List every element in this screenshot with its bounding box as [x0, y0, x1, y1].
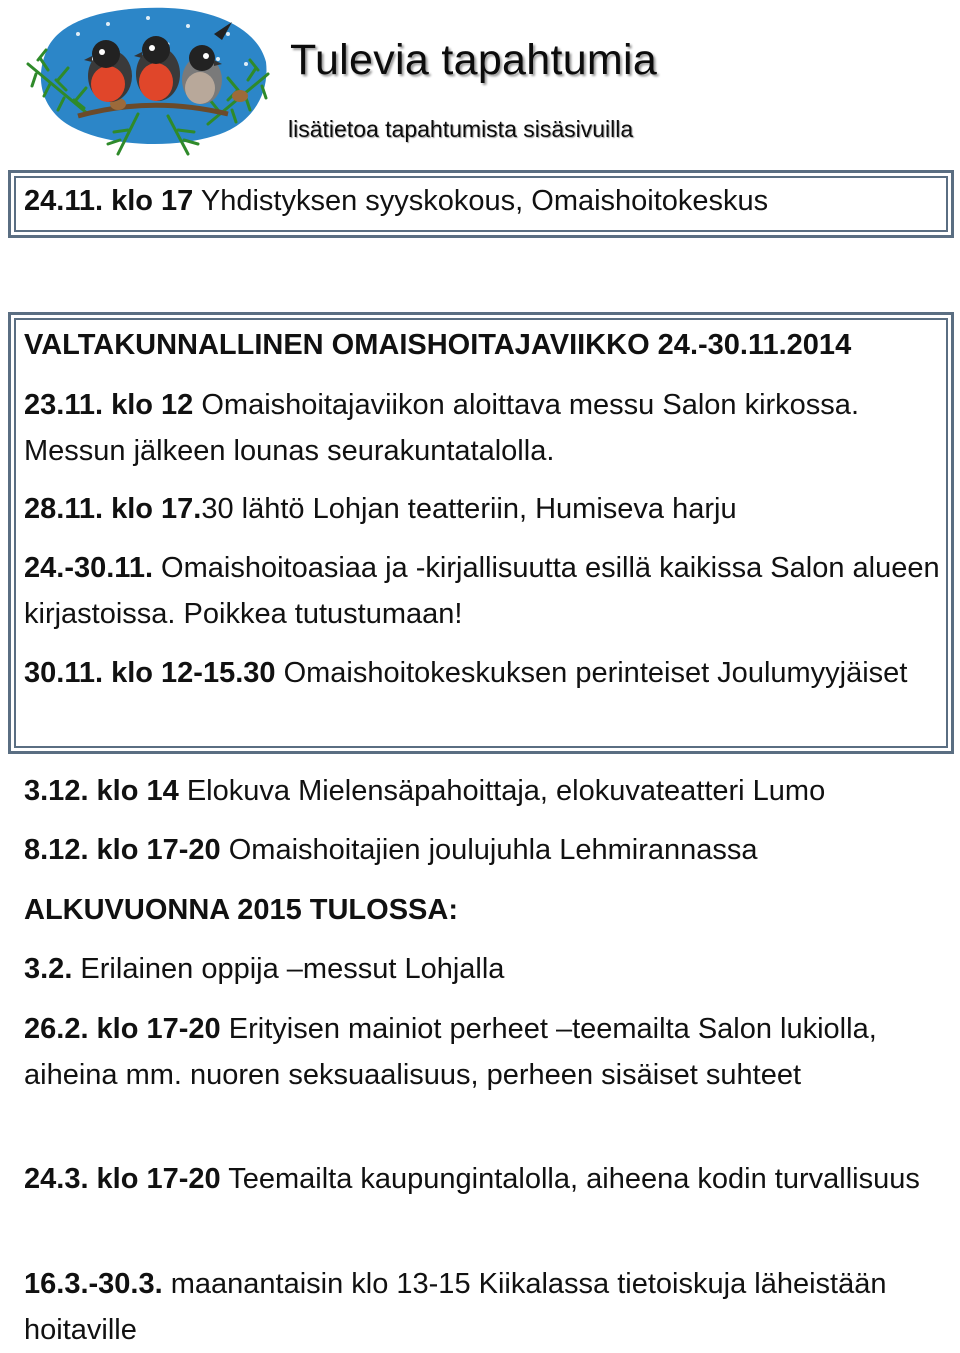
- event-date: 30.11. klo 12-15.30: [24, 657, 276, 689]
- event-mass: [24, 382, 944, 474]
- event-text: maanantaisin klo 13-15 Kiikalassa tietoiskuja läheistään hoitaville: [24, 1268, 887, 1346]
- bullfinch-logo-icon: [18, 4, 276, 164]
- event-family-evening: [24, 1006, 944, 1098]
- event-text: Omaishoitoasiaa ja -kirjallisuutta esillä kaikissa Salon alueen kirjastoissa. Poikkea tutustumaan!: [24, 552, 940, 630]
- event-date: 26.2. klo 17-20: [24, 1013, 221, 1045]
- section-heading-caregiver-week: [24, 322, 944, 368]
- event-text: Omaishoitokeskuksen perinteiset Joulumyyjäiset: [275, 657, 908, 689]
- event-text: Omaishoitajien joulujuhla Lehmirannassa: [220, 834, 758, 866]
- section-heading: ALKUVUONNA 2015 TULOSSA:: [24, 894, 458, 926]
- event-date: 16.3.-30.3.: [24, 1268, 163, 1300]
- event-text: Erilainen oppija –messut Lohjalla: [72, 953, 505, 985]
- event-learning-fair: [24, 946, 944, 992]
- event-christmas-market: [24, 650, 944, 696]
- section-heading: VALTAKUNNALLINEN OMAISHOITAJAVIIKKO 24.-30.11.2014: [24, 329, 852, 361]
- event-info-sessions: [24, 1261, 944, 1353]
- event-text: Yhdistyksen syyskokous, Omaishoitokeskus: [193, 185, 769, 217]
- event-christmas-party: [24, 827, 944, 873]
- event-movie: [24, 768, 944, 814]
- page-title: Tulevia tapahtumia: [290, 36, 658, 84]
- section-heading-early-2015: [24, 887, 944, 933]
- event-theatre-trip: [24, 486, 944, 532]
- page-subtitle: lisätietoa tapahtumista sisäsivuilla: [288, 116, 634, 142]
- event-library-display: [24, 545, 944, 637]
- event-date: 3.12. klo 14: [24, 775, 179, 807]
- event-text: Omaishoitajaviikon aloittava messu Salon kirkossa. Messun jälkeen lounas seurakuntatalolla.: [24, 389, 859, 467]
- event-date: 23.11. klo 12: [24, 389, 194, 421]
- event-text: 30 lähtö Lohjan teatteriin, Humiseva harju: [201, 493, 737, 525]
- event-date: 24.11. klo 17: [24, 185, 194, 217]
- event-annual-meeting: [24, 178, 944, 224]
- event-date: 3.2.: [24, 953, 73, 985]
- event-date: 24.3. klo 17-20: [24, 1163, 221, 1195]
- event-date: 28.11. klo 17.: [24, 493, 202, 525]
- event-date: 24.-30.11.: [24, 552, 153, 584]
- event-home-safety-evening: [24, 1156, 944, 1202]
- event-text: Elokuva Mielensäpahoittaja, elokuvateatteri Lumo: [178, 775, 826, 807]
- event-text: Teemailta kaupungintalolla, aiheena kodin turvallisuus: [220, 1163, 920, 1195]
- event-date: 8.12. klo 17-20: [24, 834, 221, 866]
- event-text: Erityisen mainiot perheet –teemailta Salon lukiolla, aiheina mm. nuoren seksuaalisuus, perheen sisäiset suhteet: [24, 1013, 877, 1091]
